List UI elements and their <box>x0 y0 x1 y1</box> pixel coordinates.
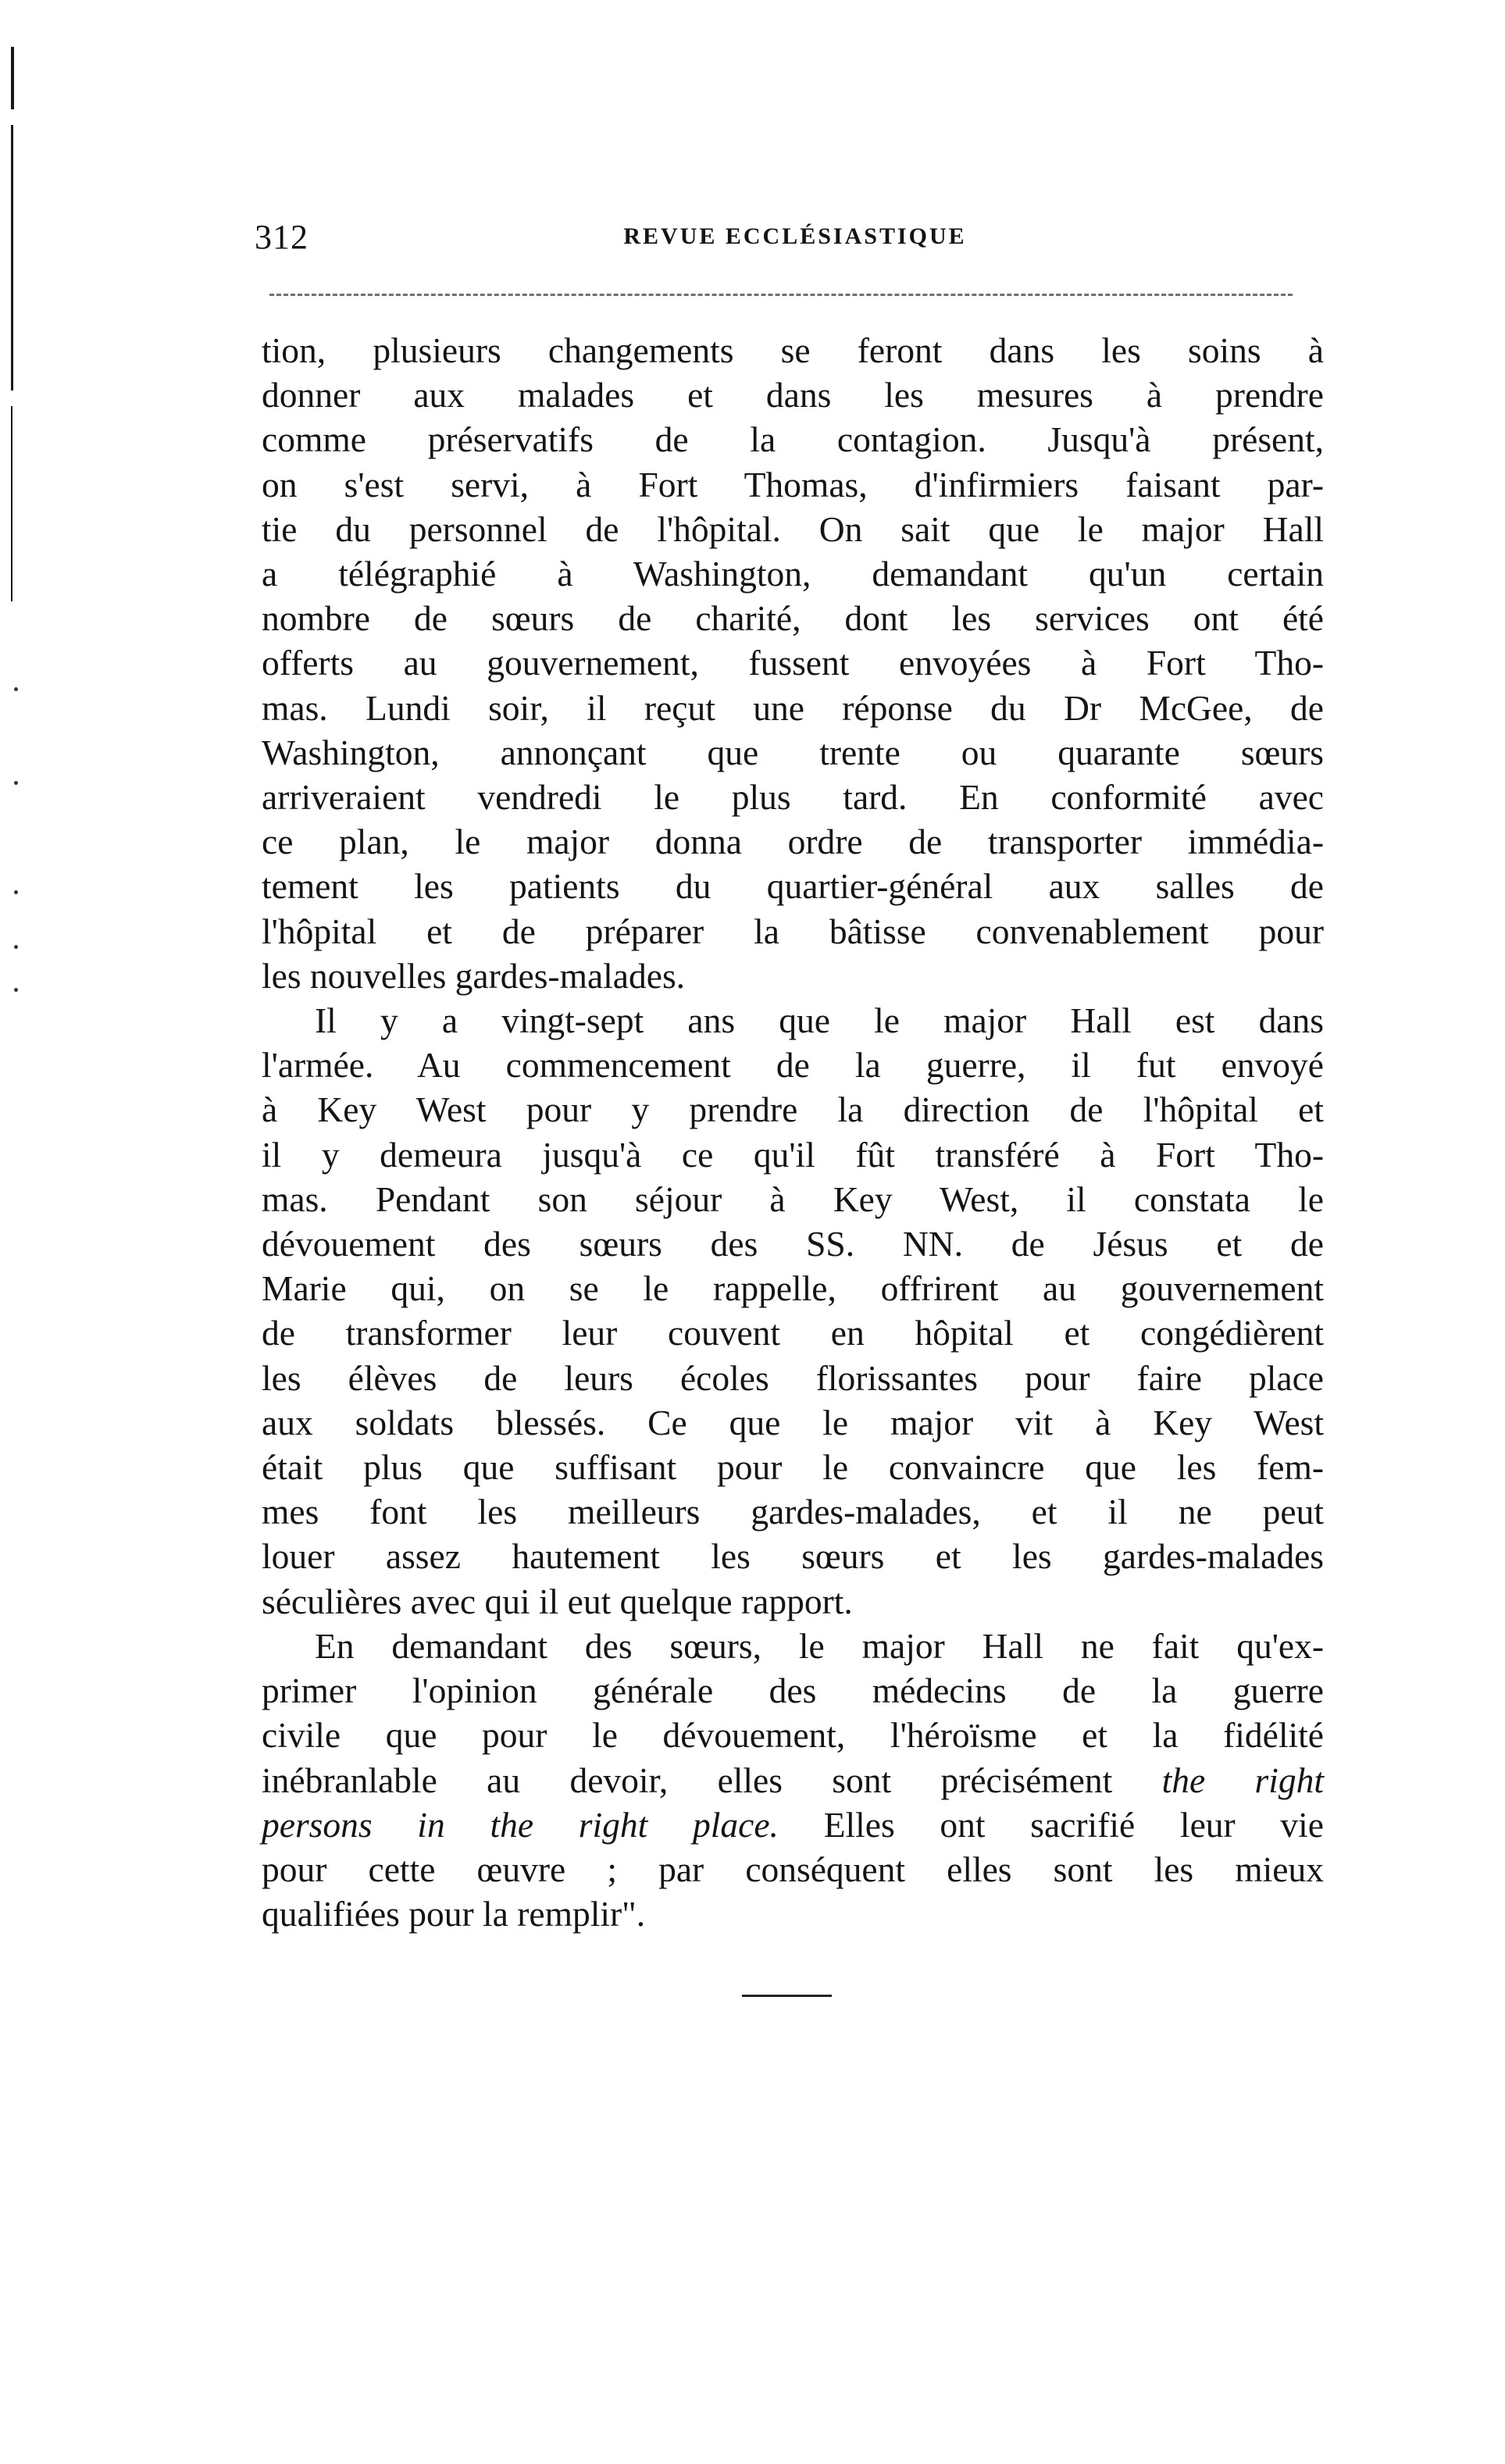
text-line: tie du personnel de l'hôpital. On sait que le major Hall <box>262 508 1324 549</box>
text-line: de transformer leur couvent en hôpital et congédièrent <box>262 1313 1324 1353</box>
text-line: qualifiées pour la remplir". <box>262 1894 646 1934</box>
running-head: REVUE ECCLÉSIASTIQUE <box>623 223 967 249</box>
text-line: séculières avec qui il eut quelque rapport. <box>262 1581 853 1621</box>
paragraph <box>262 1624 1324 1936</box>
text-line: a télégraphié à Washington, demandant qu'un certain <box>262 554 1324 594</box>
text-line: louer assez hautement les sœurs et les gardes-malades <box>262 1536 1324 1577</box>
page-header <box>255 217 1336 264</box>
text-line: l'hôpital et de préparer la bâtisse convenablement pour <box>262 911 1324 951</box>
scan-edge-dot <box>14 988 18 992</box>
scan-edge-mark <box>11 406 12 601</box>
text-line: civile que pour le dévouement, l'héroïsme et la fidélité <box>262 1715 1324 1756</box>
scan-edge-dot <box>14 781 18 785</box>
text-line: Washington, annonçant que trente ou quarante sœurs <box>262 732 1324 772</box>
text-line: pour cette œuvre ; par conséquent elles sont les mieux <box>262 1849 1324 1889</box>
text-line: arriveraient vendredi le plus tard. En conformité avec <box>262 777 1324 818</box>
text-line: ce plan, le major donna ordre de transporter immédia- <box>262 822 1324 862</box>
end-rule <box>742 1995 832 1997</box>
scan-edge-mark <box>11 125 13 390</box>
text-line: primer l'opinion générale des médecins de la guerre <box>262 1671 1324 1711</box>
header-rule <box>269 294 1293 296</box>
text-line: mas. Lundi soir, il reçut une réponse du Dr McGee, de <box>262 687 1324 728</box>
text-line: offerts au gouvernement, fussent envoyées à Fort Tho- <box>262 643 1324 683</box>
scan-edge-mark <box>11 47 14 109</box>
text-line: les élèves de leurs écoles florissantes pour faire place <box>262 1357 1324 1398</box>
text-segment: Elles ont sacrifié leur vie <box>823 1804 1324 1845</box>
text-line: tement les patients du quartier-général aux salles de <box>262 866 1324 907</box>
scan-edge-dot <box>14 945 18 949</box>
scan-edge-dot <box>14 890 18 894</box>
text-line: dévouement des sœurs des SS. NN. de Jésus et de <box>262 1224 1324 1264</box>
page-number: 312 <box>255 218 308 256</box>
text-line: mes font les meilleurs gardes-malades, et il ne peut <box>262 1492 1324 1532</box>
text-line: était plus que suffisant pour le convaincre que les fem- <box>262 1447 1324 1488</box>
text-line: on s'est servi, à Fort Thomas, d'infirmiers faisant par- <box>262 464 1324 505</box>
text-line: il y demeura jusqu'à ce qu'il fût transféré à Fort Tho- <box>262 1134 1324 1175</box>
text-line <box>262 1803 1324 1847</box>
english-phrase: persons in the right place. <box>262 1804 779 1845</box>
text-line: à Key West pour y prendre la direction de l'hôpital et <box>262 1089 1324 1130</box>
english-phrase: the right <box>1161 1760 1324 1800</box>
text-line: les nouvelles gardes-malades. <box>262 955 686 996</box>
text-line: nombre de sœurs de charité, dont les services ont été <box>262 598 1324 639</box>
text-line: donner aux malades et dans les mesures à prendre <box>262 375 1324 415</box>
body-text <box>262 328 1324 1936</box>
text-line: Marie qui, on se le rappelle, offrirent au gouvernement <box>262 1268 1324 1309</box>
paragraph <box>262 328 1324 998</box>
text-line: Il y a vingt-sept ans que le major Hall est dans <box>315 1000 1324 1041</box>
text-line <box>262 1758 1324 1803</box>
text-line: comme préservatifs de la contagion. Jusqu'à présent, <box>262 419 1324 460</box>
text-line: aux soldats blessés. Ce que le major vit à Key West <box>262 1402 1324 1442</box>
paragraph <box>262 998 1324 1624</box>
text-line: mas. Pendant son séjour à Key West, il constata le <box>262 1179 1324 1219</box>
scan-edge-dot <box>14 687 18 691</box>
text-line: l'armée. Au commencement de la guerre, il fut envoyé <box>262 1045 1324 1086</box>
text-segment: inébranlable au devoir, elles sont précisément <box>262 1760 1113 1800</box>
text-line: tion, plusieurs changements se feront dans les soins à <box>262 330 1324 370</box>
text-line: En demandant des sœurs, le major Hall ne fait qu'ex- <box>315 1625 1324 1666</box>
